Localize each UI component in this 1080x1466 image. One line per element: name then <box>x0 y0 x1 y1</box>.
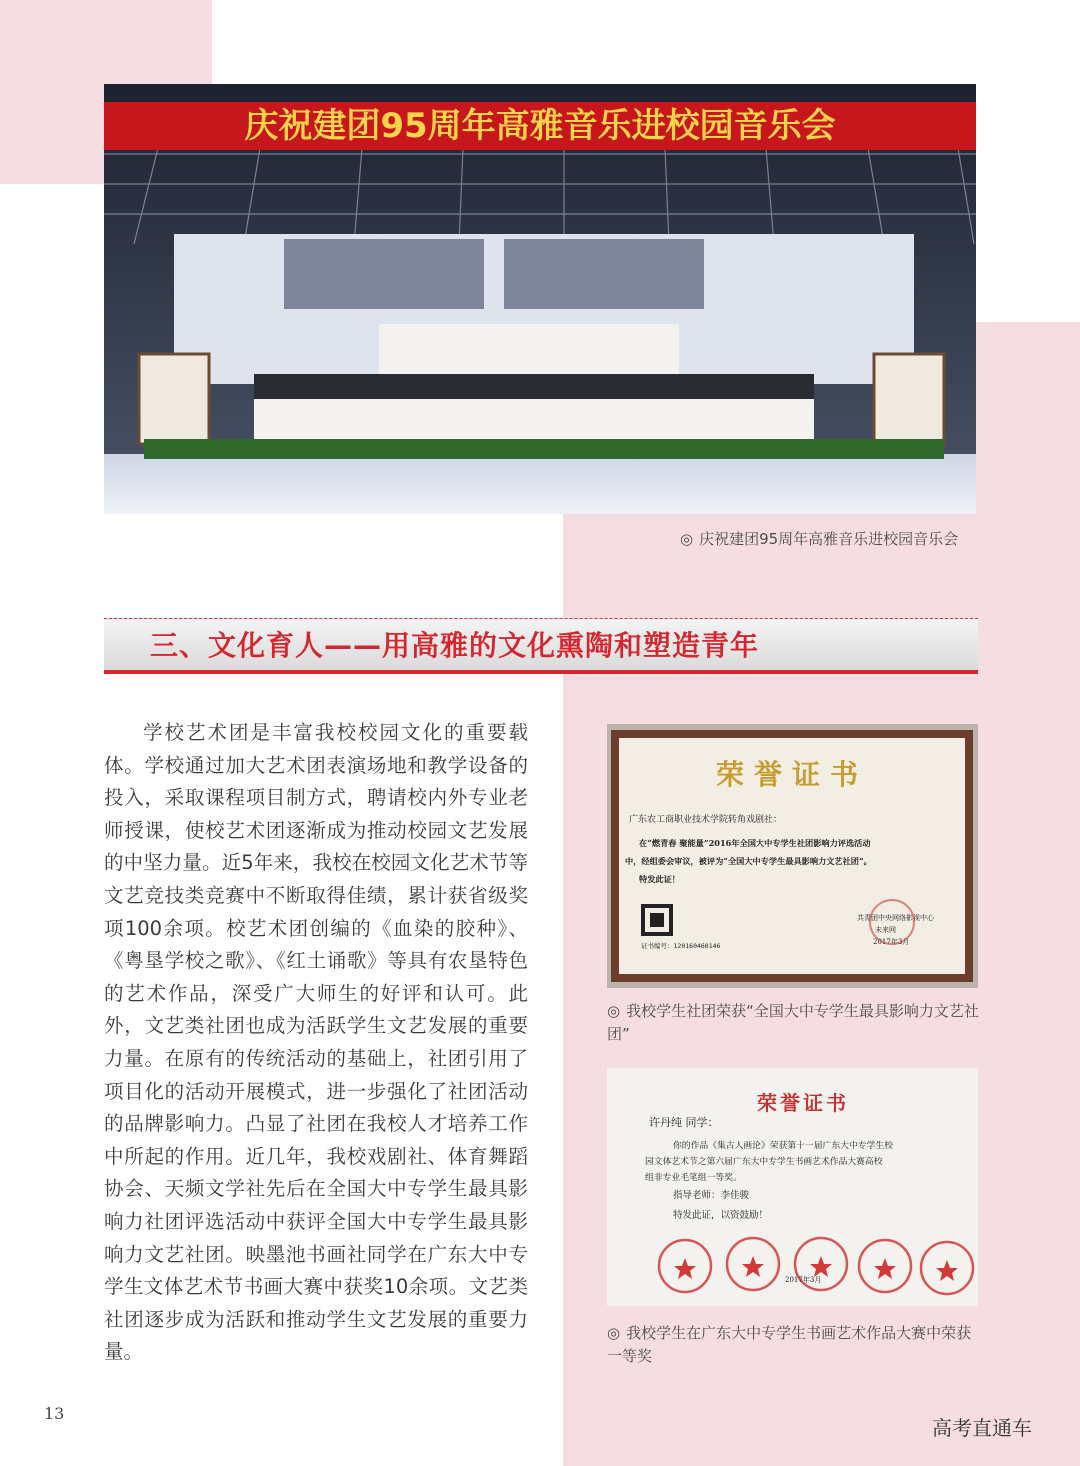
cert2-line2: 园文体艺术节之第六届广东大中专学生书画艺术作品大赛高校 <box>645 1157 883 1167</box>
cert2-line1: 你的作品《集古人画论》荣获第十一届广东大中专学生校 <box>673 1141 893 1151</box>
cert2-teacher: 指导老师：李佳骏 <box>673 1190 750 1201</box>
cert2-recipient: 许丹纯 同学： <box>649 1116 719 1129</box>
section-heading <box>104 614 978 674</box>
cert1-recipient: 广东农工商职业技术学院转角戏剧社： <box>629 815 783 825</box>
cert1-number: 证书编号：120160460146 <box>641 942 721 950</box>
caption-marker: ◎ <box>680 530 694 548</box>
caption-marker: ◎ <box>607 1324 621 1342</box>
concert-photo <box>104 84 976 514</box>
page-number: 13 <box>44 1404 65 1423</box>
section-title: 三、文化育人——用高雅的文化熏陶和塑造青年 <box>150 629 760 662</box>
banner-text: 庆祝建团95周年高雅音乐进校园音乐会 <box>244 106 836 146</box>
cert1-issuer: 共青团中央网络影视中心 <box>857 914 934 922</box>
certificate-photo-1 <box>607 724 978 988</box>
body-paragraph: 学校艺术团是丰富我校校园文化的重要载体。学校通过加大艺术团表演场地和教学设备的投入，采取课程项目制方式，聘请校内外专业老师授课，使校艺术团逐渐成为推动校园文艺发展的中坚力量。近5年来，我校在校园文化艺术节等文艺竞技类竞赛中不断取得佳绩，累计获省级奖项100余项。校艺术团创编的《血染的胶种》、《粤垦学校之歌》、《红土诵歌》等具有农垦特色的艺术作品，深受广大师生的好评和认可。此外，文艺类社团也成为活跃学生文艺发展的重要力量。在原有的传统活动的基础上，社团引用了项目化的活动开展模式，进一步强化了社团活动的品牌影响力。凸显了社团在我校人才培养工作中所起的作用。近几年，我校戏剧社、体育舞蹈协会、天频文学社先后在全国大中专学生最具影响力社团评选活动中获评全国大中专学生最具影响力文艺社团。映墨池书画社同学在广东大中专学生文体艺术节书画大赛中获奖10余项。文艺类社团逐步成为活跃和推动学生文艺发展的重要力量。 <box>104 721 528 1364</box>
section-heading-underline <box>104 670 978 674</box>
cert2-caption <box>607 1322 983 1368</box>
cert2-line3: 组非专业毛笔组一等奖。 <box>645 1173 742 1183</box>
photo-caption-text: 庆祝建团95周年高雅音乐进校园音乐会 <box>699 530 959 548</box>
cert2-heading: 荣誉证书 <box>757 1091 849 1115</box>
caption-marker: ◎ <box>607 1002 621 1020</box>
cert1-line1: 在“燃青春 聚能量”2016年全国大中专学生社团影响力评选活动 <box>639 838 871 848</box>
cert1-caption-text: 我校学生社团荣获“全国大中专学生最具影响力文艺社团” <box>607 1002 979 1043</box>
cert1-issuer2: 未来网 <box>875 926 896 934</box>
photo-caption <box>680 528 958 551</box>
cert1-heading: 荣誉证书 <box>715 758 869 791</box>
body-text <box>104 717 528 1369</box>
cert2-caption-text: 我校学生在广东大中专学生书画艺术作品大赛中荣获一等奖 <box>607 1324 972 1365</box>
cert1-date: 2017年3月 <box>873 938 910 946</box>
watermark-text: 高考直通车 <box>932 1416 1032 1440</box>
cert2-closing: 特发此证，以资鼓励！ <box>673 1210 769 1221</box>
cert2-date: 2017年3月 <box>785 1276 822 1284</box>
cert1-line2: 中，经组委会审议，被评为“全国大中专学生最具影响力文艺社团”。 <box>625 856 872 866</box>
certificate-photo-2 <box>607 1068 978 1306</box>
cert1-caption <box>607 1000 983 1046</box>
cert1-line3: 特发此证！ <box>639 874 680 884</box>
